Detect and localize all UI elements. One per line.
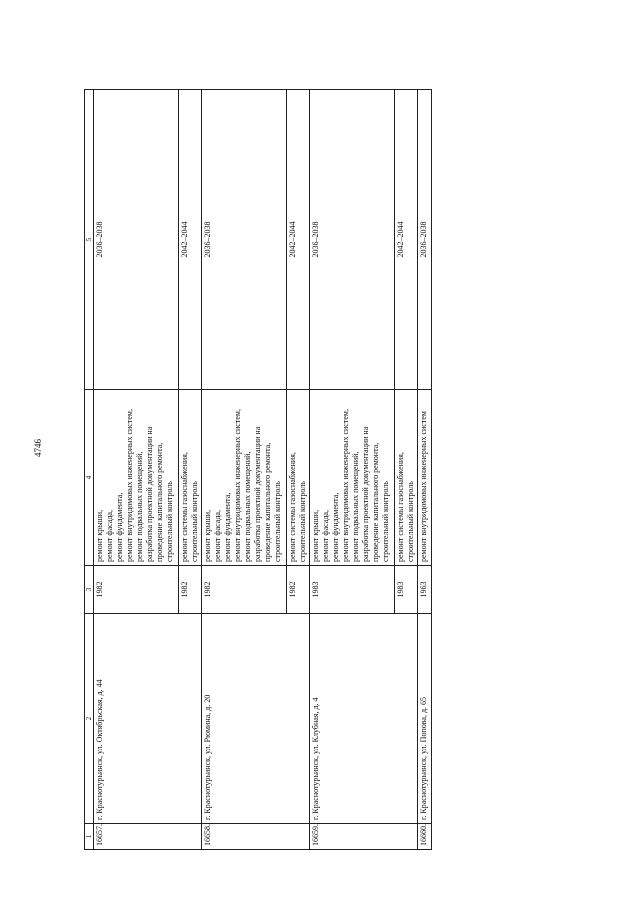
work-item: ремонт системы газоснабжения, — [288, 452, 297, 562]
works-cell — [202, 390, 287, 566]
work-item: ремонт внутридомовых инженерных систем, — [341, 409, 350, 562]
work-item: разработка проектной документации на — [145, 426, 154, 562]
work-item: ремонт фасада, — [213, 510, 222, 562]
table-row — [310, 90, 395, 850]
rotated-table-container — [84, 90, 500, 850]
column-header: 5 — [85, 90, 94, 390]
works-cell — [310, 390, 395, 566]
period-cell: 2036–2038 — [418, 90, 432, 390]
column-header: 4 — [85, 390, 94, 566]
column-header: 3 — [85, 566, 94, 614]
year-cell: 1982 — [287, 566, 310, 614]
work-item: строительный контроль — [298, 481, 307, 562]
work-item: ремонт внутридомовых инженерных систем — [419, 411, 428, 562]
row-number-cell: 16657. — [94, 824, 202, 850]
work-item: ремонт фундамента, — [223, 492, 232, 562]
work-item: ремонт подвальных помещений, — [351, 451, 360, 562]
work-item: ремонт подвальных помещений, — [135, 451, 144, 562]
column-header: 2 — [85, 614, 94, 824]
works-cell — [395, 390, 418, 566]
year-cell: 1982 — [94, 566, 179, 614]
period-cell: 2042–2044 — [287, 90, 310, 390]
work-item: ремонт системы газоснабжения, — [396, 452, 405, 562]
period-cell: 2036–2038 — [94, 90, 179, 390]
work-item: проведение капитального ремонта, — [263, 442, 272, 562]
year-cell: 1983 — [310, 566, 395, 614]
year-cell: 1983 — [395, 566, 418, 614]
period-cell: 2042–2044 — [179, 90, 202, 390]
works-cell — [287, 390, 310, 566]
works-cell — [94, 390, 179, 566]
period-cell: 2042–2044 — [395, 90, 418, 390]
header-row — [85, 90, 94, 850]
row-number-cell: 16658. — [202, 824, 310, 850]
row-number-cell: 16660. — [418, 824, 432, 850]
works-cell — [418, 390, 432, 566]
work-item: ремонт фундамента, — [331, 492, 340, 562]
work-item: разработка проектной документации на — [361, 426, 370, 562]
table-row — [202, 90, 287, 850]
work-item: ремонт фасада, — [321, 510, 330, 562]
table-row — [418, 90, 432, 850]
table-row — [94, 90, 179, 850]
work-item: ремонт крыши, — [203, 509, 212, 562]
work-item: ремонт крыши, — [311, 509, 320, 562]
address-cell: г. Краснотурьинск, ул. Попова, д. 65 — [418, 614, 432, 824]
work-item: ремонт системы газоснабжения, — [180, 452, 189, 562]
work-item: проведение капитального ремонта, — [155, 442, 164, 562]
capital-repair-table — [84, 89, 432, 850]
work-item: строительный контроль — [273, 481, 282, 562]
work-item: строительный контроль — [190, 481, 199, 562]
work-item: строительный контроль — [406, 481, 415, 562]
work-item: ремонт крыши, — [95, 509, 104, 562]
work-item: проведение капитального ремонта, — [371, 442, 380, 562]
year-cell: 1982 — [202, 566, 287, 614]
period-cell: 2036–2038 — [202, 90, 287, 390]
period-cell: 2036–2038 — [310, 90, 395, 390]
column-header: 1 — [85, 824, 94, 850]
year-cell: 1963 — [418, 566, 432, 614]
table-body — [94, 90, 432, 850]
work-item: ремонт подвальных помещений, — [243, 451, 252, 562]
work-item: ремонт внутридомовых инженерных систем, — [125, 409, 134, 562]
year-cell: 1982 — [179, 566, 202, 614]
work-item: ремонт внутридомовых инженерных систем, — [233, 409, 242, 562]
row-number-cell: 16659. — [310, 824, 418, 850]
work-item: строительный контроль — [381, 481, 390, 562]
work-item: ремонт фасада, — [105, 510, 114, 562]
page-number: 4746 — [33, 439, 43, 457]
work-item: ремонт фундамента, — [115, 492, 124, 562]
works-cell — [179, 390, 202, 566]
address-cell: г. Краснотурьинск, ул. Рюмина, д. 20 — [202, 614, 310, 824]
work-item: разработка проектной документации на — [253, 426, 262, 562]
address-cell: г. Краснотурьинск, ул. Октябрьская, д. 44 — [94, 614, 202, 824]
work-item: строительный контроль — [165, 481, 174, 562]
address-cell: г. Краснотурьинск, ул. Клубная, д. 4 — [310, 614, 418, 824]
